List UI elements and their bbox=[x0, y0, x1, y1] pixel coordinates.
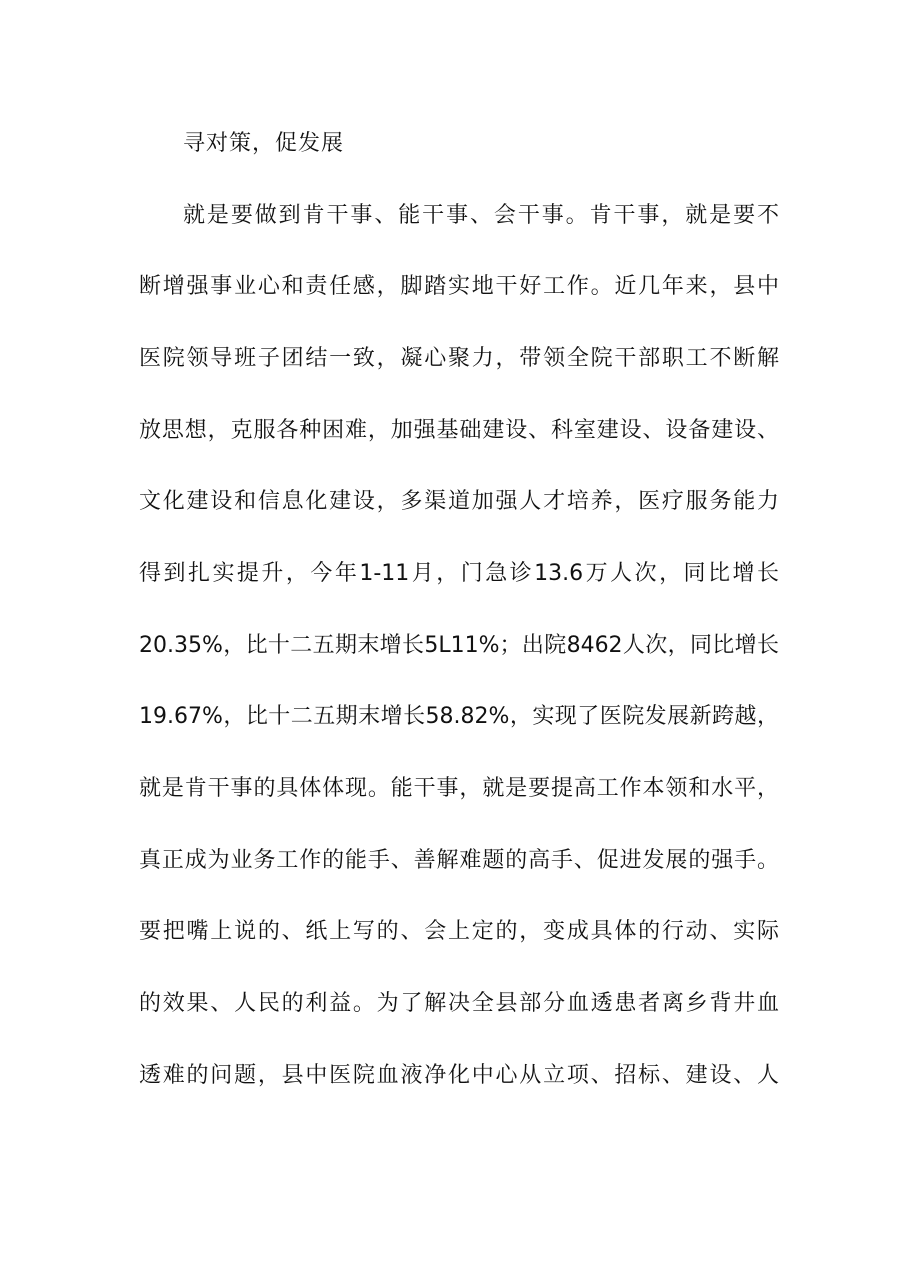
paragraph-line: 断增强事业心和责任感，脚踏实地干好工作。近几年来，县中 bbox=[139, 274, 779, 299]
paragraph-line: 透难的问题，县中医院血液净化中心从立项、招标、建设、人 bbox=[139, 1063, 779, 1088]
paragraph-line: 就是要做到肯干事、能干事、会干事。肯干事，就是要不 bbox=[183, 203, 779, 228]
paragraph-line: 真正成为业务工作的能手、善解难题的高手、促进发展的强手。 bbox=[139, 848, 779, 873]
paragraph-line: 得到扎实提升，今年1-11月，门急诊13.6万人次，同比增长 bbox=[139, 561, 779, 586]
paragraph-line: 要把嘴上说的、纸上写的、会上定的，变成具体的行动、实际 bbox=[139, 919, 779, 944]
paragraph-line: 的效果、人民的利益。为了解决全县部分血透患者离乡背井血 bbox=[139, 991, 779, 1016]
paragraph-line: 文化建设和信息化建设，多渠道加强人才培养，医疗服务能力 bbox=[139, 489, 779, 514]
paragraph-line: 20.35%，比十二五期末增长5L11%；出院8462人次，同比增长 bbox=[139, 633, 779, 658]
paragraph-line: 医院领导班子团结一致，凝心聚力，带领全院干部职工不断解 bbox=[139, 346, 779, 371]
paragraph-line: 19.67%，比十二五期末增长58.82%，实现了医院发展新跨越， bbox=[139, 704, 779, 729]
section-heading: 寻对策，促发展 bbox=[183, 131, 345, 156]
paragraph-line: 就是肯干事的具体体现。能干事，就是要提高工作本领和水平， bbox=[139, 776, 779, 801]
paragraph-line: 放思想，克服各种困难，加强基础建设、科室建设、设备建设、 bbox=[139, 418, 779, 443]
